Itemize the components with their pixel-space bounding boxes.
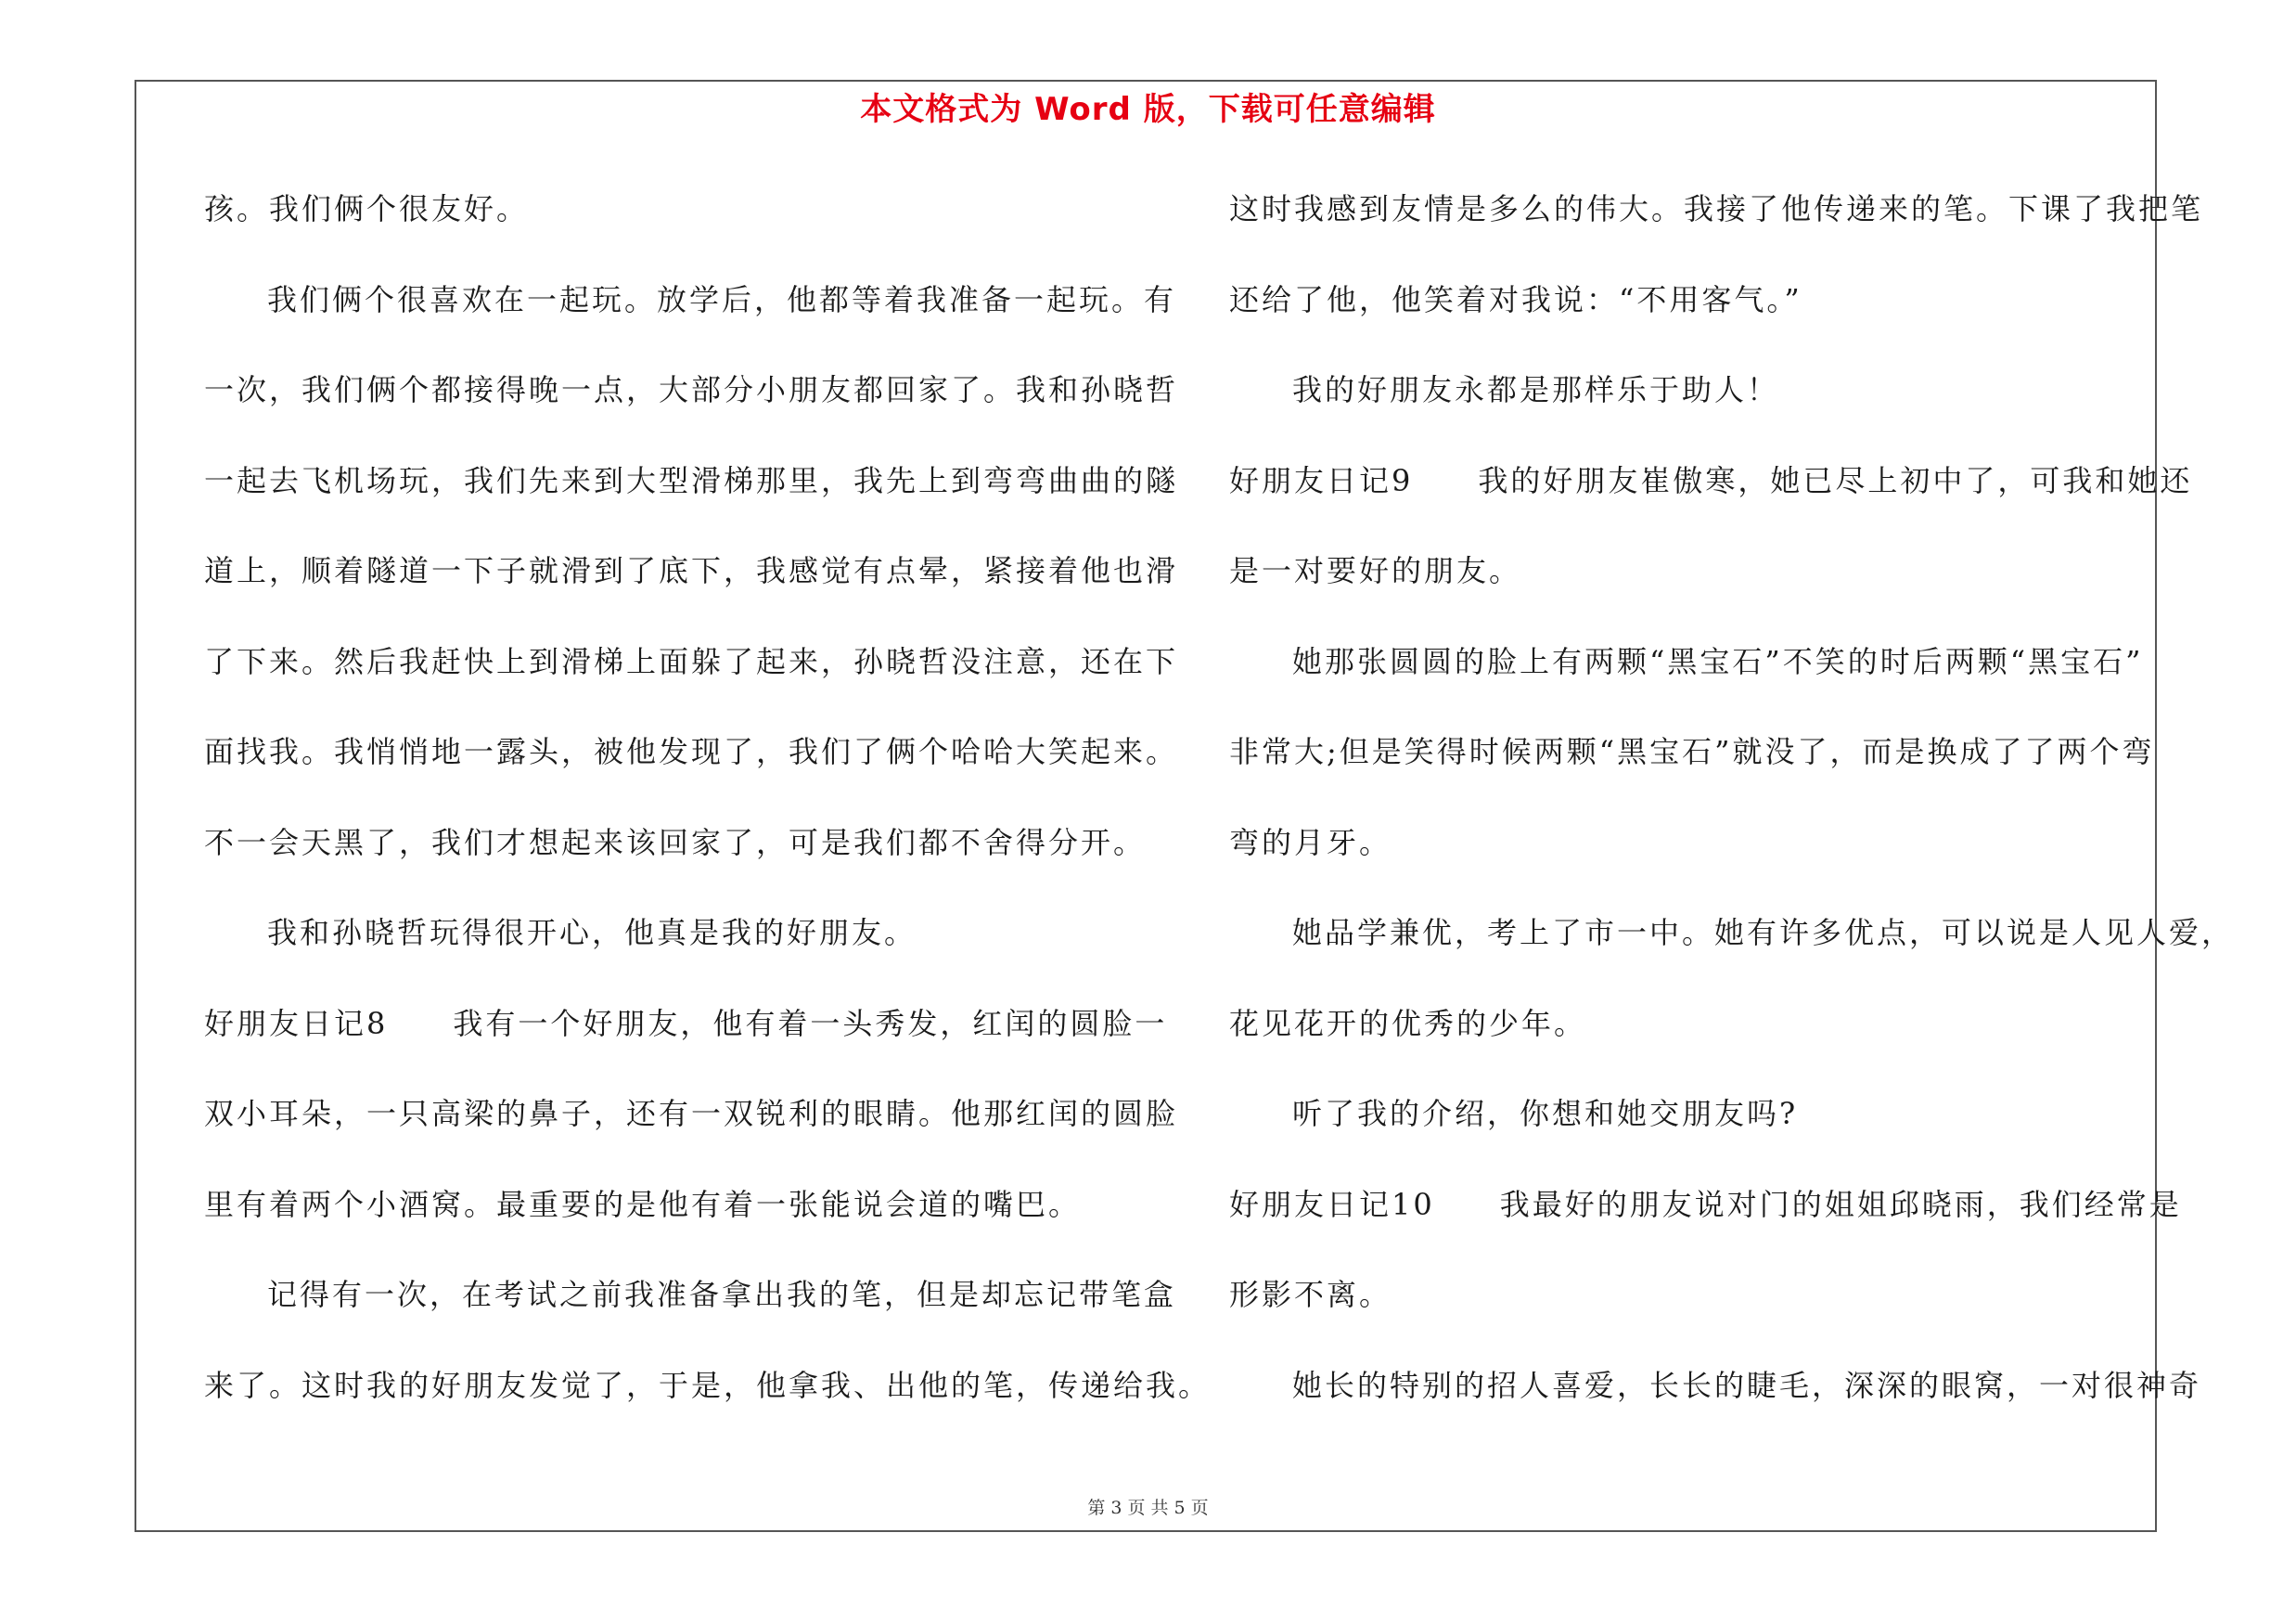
text-line: 了下来。然后我赶快上到滑梯上面躲了起来，孙晓哲没注意，还在下 xyxy=(204,643,1179,679)
text-line: 这时我感到友情是多么的伟大。我接了他传递来的笔。下课了我把笔 xyxy=(1229,191,2204,226)
text-line: 我的好朋友永都是那样乐于助人！ xyxy=(1292,372,1780,407)
text-line: 面找我。我悄悄地一露头，被他发现了，我们了俩个哈哈大笑起来。 xyxy=(204,734,1179,769)
header-banner: 本文格式为 Word 版，下载可任意编辑 xyxy=(860,91,1436,128)
text-line: 一起去飞机场玩，我们先来到大型滑梯那里，我先上到弯弯曲曲的隧 xyxy=(204,462,1179,498)
text-line: 花见花开的优秀的少年。 xyxy=(1229,1005,1587,1041)
page-number: 第 3 页 共 5 页 xyxy=(1087,1498,1209,1518)
text-line: 孩。我们俩个很友好。 xyxy=(204,191,530,226)
text-line: 一次，我们俩个都接得晚一点，大部分小朋友都回家了。我和孙晓哲 xyxy=(204,372,1179,407)
text-line: 她品学兼优，考上了市一中。她有许多优点，可以说是人见人爱， xyxy=(1292,915,2235,950)
text-line: 弯的月牙。 xyxy=(1229,824,1392,860)
text-line: 记得有一次，在考试之前我准备拿出我的笔，但是却忘记带笔盒 xyxy=(267,1277,1177,1312)
text-line: 还给了他，他笑着对我说：“不用客气。” xyxy=(1229,281,1802,317)
text-line: 她长的特别的招人喜爱，长长的睫毛，深深的眼窝，一对很神奇 xyxy=(1292,1367,2202,1403)
section-heading-line: 好朋友日记8 我有一个好朋友，他有着一头秀发，红闰的圆脸一 xyxy=(204,1005,1168,1041)
text-line: 我们俩个很喜欢在一起玩。放学后，他都等着我准备一起玩。有 xyxy=(267,281,1177,317)
text-line: 来了。这时我的好朋友发觉了，于是，他拿我、出他的笔，传递给我。 xyxy=(204,1367,1212,1403)
text-line: 里有着两个小酒窝。最重要的是他有着一张能说会道的嘴巴。 xyxy=(204,1186,1082,1222)
right-column xyxy=(1229,181,2235,1448)
text-line: 非常大;但是笑得时候两颗“黑宝石”就没了，而是换成了了两个弯 xyxy=(1229,734,2155,769)
text-line: 不一会天黑了，我们才想起来该回家了，可是我们都不舍得分开。 xyxy=(204,824,1147,860)
text-line: 是一对要好的朋友。 xyxy=(1229,553,1522,588)
text-line: 听了我的介绍，你想和她交朋友吗? xyxy=(1292,1096,1799,1131)
left-column xyxy=(204,181,1212,1448)
text-line: 道上，顺着隧道一下子就滑到了底下，我感觉有点晕，紧接着他也滑 xyxy=(204,553,1179,588)
section-heading-line: 好朋友日记9 我的好朋友崔傲寒，她已尽上初中了，可我和她还 xyxy=(1229,462,2193,498)
text-line: 形影不离。 xyxy=(1229,1277,1392,1312)
text-line: 我和孙晓哲玩得很开心，他真是我的好朋友。 xyxy=(267,915,917,950)
section-heading-line: 好朋友日记10 我最好的朋友说对门的姐姐邱晓雨，我们经常是 xyxy=(1229,1186,2182,1222)
text-line: 她那张圆圆的脸上有两颗“黑宝石”不笑的时后两颗“黑宝石” xyxy=(1292,643,2144,679)
text-line: 双小耳朵，一只高梁的鼻子，还有一双锐利的眼睛。他那红闰的圆脸 xyxy=(204,1096,1179,1131)
